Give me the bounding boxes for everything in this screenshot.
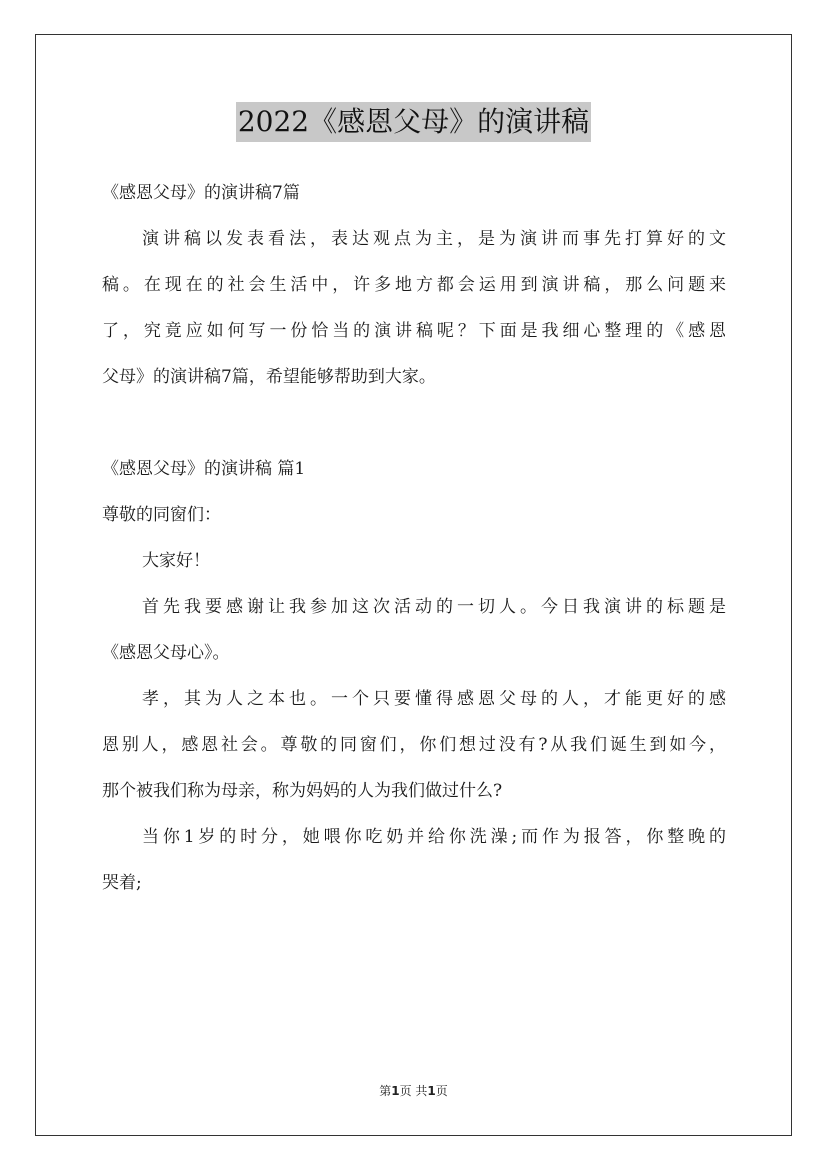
title-container <box>0 102 827 142</box>
current-page-number: 1 <box>391 1084 400 1098</box>
intro-line-2: 稿。在现在的社会生活中，许多地方都会运用到演讲稿，那么问题来 <box>102 275 726 295</box>
para3-line-1: 当你1岁的时分，她喂你吃奶并给你洗澡;而作为报答，你整晚的 <box>142 827 726 847</box>
document-subtitle: 《感恩父母》的演讲稿7篇 <box>102 183 300 203</box>
para2-line-1: 孝，其为人之本也。一个只要懂得感恩父母的人，才能更好的感 <box>142 689 726 709</box>
para1-line-2: 《感恩父母心》。 <box>102 643 230 663</box>
document-title: 2022《感恩父母》的演讲稿 <box>236 102 591 142</box>
intro-line-4: 父母》的演讲稿7篇，希望能够帮助到大家。 <box>102 367 436 387</box>
greeting: 大家好！ <box>142 551 210 571</box>
para2-line-3: 那个被我们称为母亲，称为妈妈的人为我们做过什么? <box>102 781 503 801</box>
footer-mid: 页 共 <box>399 1084 428 1098</box>
spacer <box>102 400 726 446</box>
page-footer <box>0 1082 827 1100</box>
para2-line-2: 恩别人，感恩社会。尊敬的同窗们，你们想过没有?从我们诞生到如今， <box>102 735 726 755</box>
footer-suffix: 页 <box>435 1084 448 1098</box>
intro-line-3: 了，究竟应如何写一份恰当的演讲稿呢？下面是我细心整理的《感恩 <box>102 321 726 341</box>
document-body <box>102 170 726 906</box>
para1-line-1: 首先我要感谢让我参加这次活动的一切人。今日我演讲的标题是 <box>142 597 726 617</box>
footer-prefix: 第 <box>379 1084 392 1098</box>
section-heading: 《感恩父母》的演讲稿 篇1 <box>102 459 306 479</box>
para3-line-2: 哭着; <box>102 873 142 893</box>
intro-line-1: 演讲稿以发表看法，表达观点为主，是为演讲而事先打算好的文 <box>142 229 726 249</box>
total-pages-number: 1 <box>427 1084 436 1098</box>
salutation: 尊敬的同窗们： <box>102 505 221 525</box>
